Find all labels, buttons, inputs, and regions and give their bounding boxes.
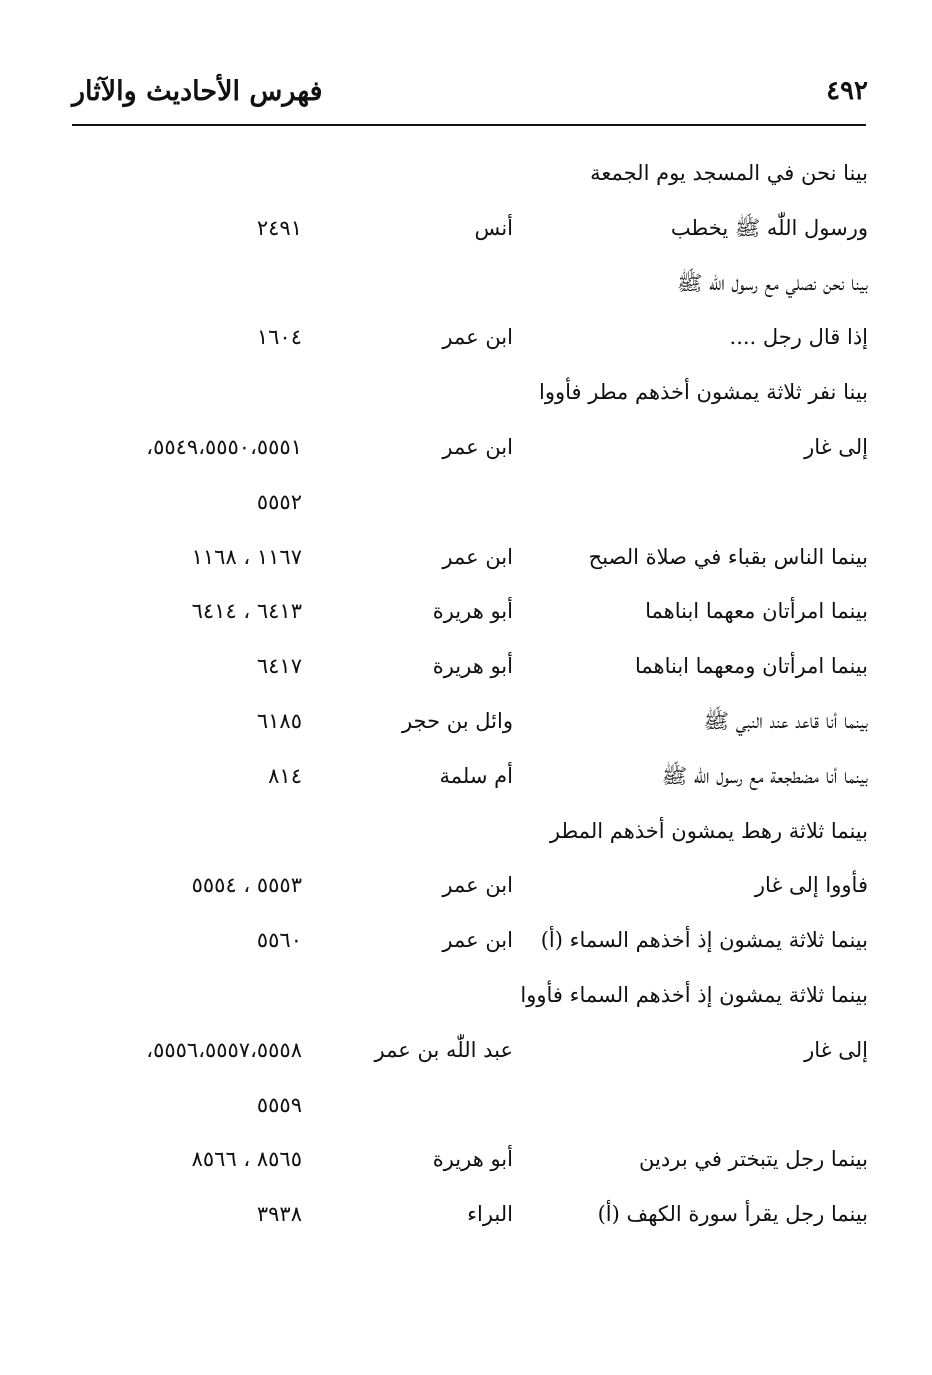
hadith-numbers: ٥٥٥٢ (256, 489, 302, 514)
hadith-numbers: ٥٥٤٩،٥٥٥٠،٥٥٥١، (146, 434, 302, 459)
hadith-text: بينا نحن في المسجد يوم الجمعة (590, 161, 868, 185)
index-row (72, 586, 868, 641)
narrator: أنس (474, 215, 513, 240)
index-row (72, 915, 868, 970)
hadith-text: بينما امرأتان ومعهما ابناهما (634, 654, 868, 679)
narrator: أم سلمة (439, 763, 513, 788)
narrator: عبد اللّٰه بن عمر (374, 1037, 513, 1062)
index-row (72, 860, 868, 915)
hadith-text: بينا نحن نصلي مع رسول اللّٰه ﷺ (676, 270, 868, 295)
hadith-text: بينما ثلاثة رهط يمشون أخذهم المطر (549, 818, 868, 843)
page-number: ٤٩٢ (826, 76, 868, 106)
hadith-text: ورسول اللّٰه ﷺ يخطب (670, 215, 868, 240)
index-row (72, 258, 868, 313)
index-row (72, 367, 868, 422)
index-row (72, 1134, 868, 1189)
narrator: ابن عمر (442, 544, 513, 569)
hadith-numbers: ٥٥٦٠ (256, 928, 302, 953)
index-row (72, 751, 868, 806)
index-row (72, 422, 868, 477)
hadith-numbers: ٦٤١٧ (256, 654, 302, 679)
hadith-numbers: ١٦٠٤ (256, 325, 302, 350)
index-row (72, 1189, 868, 1244)
hadith-text: بينما ثلاثة يمشون إذ أخذهم السماء فأووا (520, 982, 868, 1007)
index-row (72, 1025, 868, 1080)
index-row (72, 532, 868, 587)
hadith-numbers: ١١٦٧ ، ١١٦٨ (191, 544, 302, 569)
hadith-text: بينما امرأتان معهما ابناهما (645, 599, 868, 624)
narrator: البراء (467, 1202, 513, 1227)
hadith-text: بينما رجل يتبختر في بردين (639, 1147, 868, 1172)
index-row (72, 203, 868, 258)
hadith-numbers: ٢٤٩١ (256, 215, 302, 240)
narrator: ابن عمر (442, 928, 513, 953)
narrator: ابن عمر (442, 434, 513, 459)
hadith-numbers: ٦٤١٣ ، ٦٤١٤ (191, 599, 302, 624)
hadith-index-list (72, 148, 868, 1244)
hadith-text: بينما الناس بقباء في صلاة الصبح (588, 544, 868, 569)
hadith-text: فأووا إلى غار (754, 873, 868, 898)
narrator: أبو هريرة (432, 654, 513, 679)
hadith-text: إلى غار (804, 434, 868, 459)
hadith-numbers: ٣٩٣٨ (256, 1202, 302, 1227)
hadith-text: إلى غار (804, 1037, 868, 1062)
narrator: ابن عمر (442, 873, 513, 898)
narrator: أبو هريرة (432, 1147, 513, 1172)
hadith-text: بينما ثلاثة يمشون إذ أخذهم السماء (أ) (540, 928, 868, 953)
hadith-numbers: ٥٥٥٩ (256, 1092, 302, 1117)
page-title: فهرس الأحاديث والآثار (72, 76, 323, 107)
narrator: وائل بن حجر (401, 708, 513, 733)
hadith-numbers: ٥٥٥٦،٥٥٥٧،٥٥٥٨، (146, 1037, 302, 1062)
index-row (72, 148, 868, 203)
header-rule (72, 124, 866, 126)
hadith-numbers: ٥٥٥٣ ، ٥٥٥٤ (191, 873, 302, 898)
hadith-numbers: ٦١٨٥ (256, 708, 302, 733)
hadith-text: بينا نفر ثلاثة يمشون أخذهم مطر فأووا (539, 380, 868, 405)
running-head (72, 72, 868, 120)
index-row (72, 641, 868, 696)
index-row (72, 312, 868, 367)
index-row (72, 477, 868, 532)
hadith-text: بينما أنا قاعد عند النبي ﷺ (703, 708, 868, 733)
hadith-text: بينما أنا مضطجعة مع رسول اللّٰه ﷺ (661, 763, 868, 788)
narrator: ابن عمر (442, 325, 513, 350)
index-row (72, 806, 868, 861)
index-row (72, 696, 868, 751)
hadith-numbers: ٨١٤ (268, 763, 302, 788)
index-row (72, 1080, 868, 1135)
hadith-numbers: ٨٥٦٥ ، ٨٥٦٦ (191, 1147, 302, 1172)
hadith-text: بينما رجل يقرأ سورة الكهف (أ) (597, 1202, 868, 1227)
hadith-text: إذا قال رجل .... (729, 325, 868, 350)
narrator: أبو هريرة (432, 599, 513, 624)
index-row (72, 970, 868, 1025)
